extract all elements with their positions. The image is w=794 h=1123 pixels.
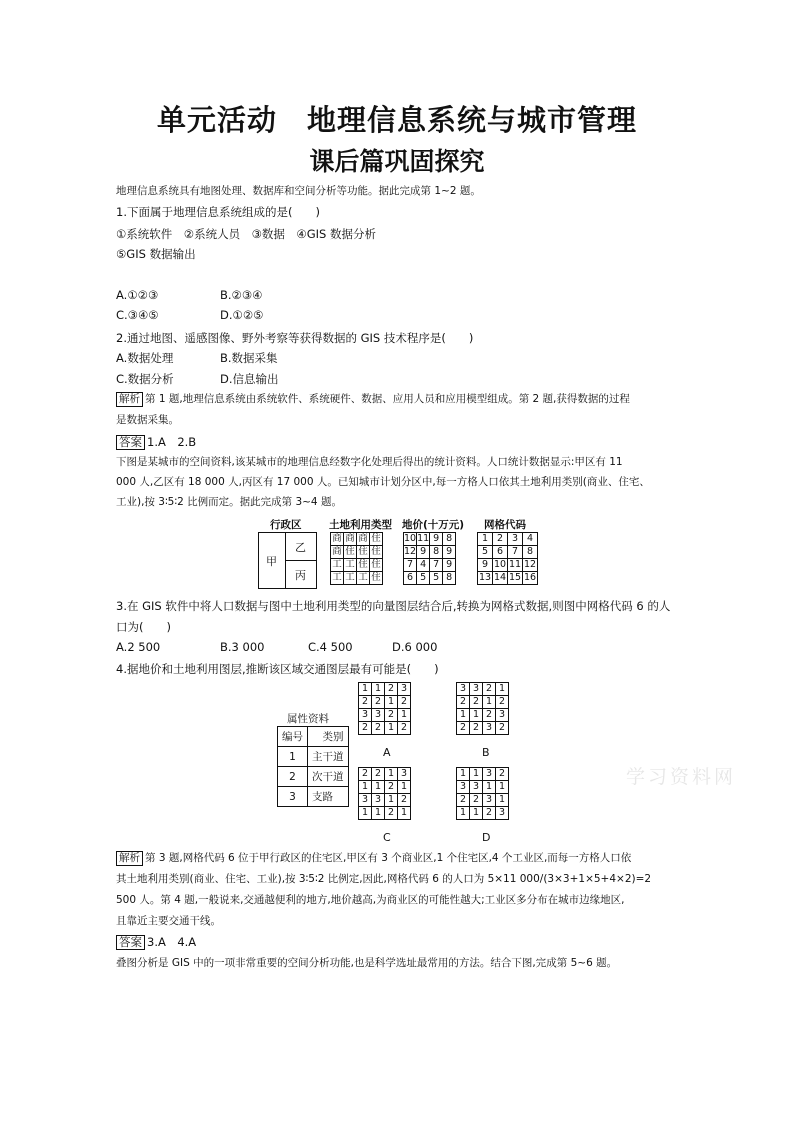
grid-row bbox=[478, 572, 538, 585]
grid-cell: 住 bbox=[371, 533, 381, 544]
grid-cell: 8 bbox=[430, 546, 443, 559]
intro-2-line-3: 工业),按 3∶5∶2 比例而定。据此完成第 3~4 题。 bbox=[116, 496, 342, 508]
grid-row bbox=[359, 696, 411, 709]
grid-cell: 2 bbox=[385, 807, 398, 820]
grid-cell: 2 bbox=[359, 768, 372, 781]
attr-row-type: 次干道 bbox=[308, 767, 349, 787]
q1-option-a: A.①②③ bbox=[116, 288, 159, 302]
grid-cell: 7 bbox=[508, 546, 523, 559]
grid-row bbox=[331, 559, 383, 572]
grid-cell: 2 bbox=[483, 683, 496, 696]
grid-cell: 2 bbox=[483, 807, 496, 820]
grid-cell: 工 bbox=[332, 572, 342, 583]
answer-text: 3.A 4.A bbox=[147, 935, 197, 949]
grid-cell: 5 bbox=[478, 546, 493, 559]
grid-cell: 1 bbox=[398, 781, 411, 794]
grid-cell: 1 bbox=[359, 683, 372, 696]
grid-cell: 2 bbox=[359, 722, 372, 735]
grid-cell: 3 bbox=[372, 709, 385, 722]
option-c-label: C bbox=[383, 831, 391, 844]
grid-row bbox=[457, 709, 509, 722]
grid-cell: 16 bbox=[523, 572, 537, 583]
q4-stem: 4.据地价和土地利用图层,推断该区域交通图层最有可能是( ) bbox=[116, 662, 439, 676]
answer-1 bbox=[116, 434, 196, 450]
grid-cell: 6 bbox=[493, 546, 508, 559]
analysis-text: 第 3 题,网格代码 6 位于甲行政区的住宅区,甲区有 3 个商业区,1 个住宅区,4 个工业区,而每一方格人口依 bbox=[145, 852, 632, 864]
q3-stem-line-2: 口为( ) bbox=[116, 620, 171, 634]
grid-cell: 2 bbox=[372, 768, 385, 781]
grid-cell: 6 bbox=[404, 572, 417, 585]
option-d-label: D bbox=[482, 831, 491, 844]
region-yi: 乙 bbox=[295, 541, 306, 554]
grid-cell: 2 bbox=[385, 781, 398, 794]
analysis-2-line-2: 其土地利用类别(商业、住宅、工业),按 3∶5∶2 比例定,因此,网格代码 6 的人口为 5×11 000/(3×3+1×5+4×2)=2 bbox=[116, 873, 652, 885]
analysis-1-line-2: 是数据采集。 bbox=[116, 414, 179, 426]
grid-row bbox=[359, 781, 411, 794]
grid-cell: 2 bbox=[372, 722, 385, 735]
q2-option-b: B.数据采集 bbox=[220, 351, 278, 365]
option-c-grid bbox=[358, 767, 411, 820]
q3-option-c: C.4 500 bbox=[308, 640, 353, 654]
analysis-text: 第 1 题,地理信息系统由系统软件、系统硬件、数据、应用人员和应用模型组成。第 2 题,获得数据的过程 bbox=[145, 393, 630, 405]
option-d-grid bbox=[456, 767, 509, 820]
grid-cell: 4 bbox=[523, 533, 538, 546]
grid-cell: 2 bbox=[483, 709, 496, 722]
grid-cell: 住 bbox=[371, 559, 381, 570]
attr-row-id: 3 bbox=[278, 787, 308, 807]
grid-cell: 8 bbox=[523, 546, 538, 559]
grid-row bbox=[478, 546, 538, 559]
grid-row bbox=[457, 768, 509, 781]
admin-map bbox=[258, 532, 317, 589]
grid-cell: 2 bbox=[496, 722, 509, 735]
intro-2-line-1: 下图是某城市的空间资料,该某城市的地理信息经数字化处理后得出的统计资料。人口统计数据显示:甲区有 11 bbox=[116, 456, 623, 468]
analysis-tag: 解析 bbox=[116, 851, 143, 866]
grid-cell: 3 bbox=[483, 768, 496, 781]
option-b-grid bbox=[456, 682, 509, 735]
grid-cell: 1 bbox=[398, 709, 411, 722]
q2-stem: 2.通过地图、遥感图像、野外考察等获得数据的 GIS 技术程序是( ) bbox=[116, 331, 474, 345]
grid-cell: 1 bbox=[457, 768, 470, 781]
grid-cell: 1 bbox=[483, 781, 496, 794]
analysis-2-line-1 bbox=[116, 850, 631, 866]
q1-option-c: C.③④⑤ bbox=[116, 308, 159, 322]
grid-cell: 住 bbox=[358, 559, 368, 570]
grid-row bbox=[457, 807, 509, 820]
grid-code-grid bbox=[477, 532, 538, 585]
grid-cell: 1 bbox=[359, 781, 372, 794]
grid-cell: 工 bbox=[345, 559, 355, 570]
grid-cell: 2 bbox=[398, 696, 411, 709]
grid-cell: 2 bbox=[385, 683, 398, 696]
analysis-2-line-4: 且靠近主要交通干线。 bbox=[116, 915, 221, 927]
region-bing: 丙 bbox=[295, 569, 306, 582]
option-a-label: A bbox=[383, 746, 391, 759]
q3-option-d: D.6 000 bbox=[392, 640, 438, 654]
land-caption: 土地利用类型 bbox=[329, 519, 392, 531]
grid-cell: 3 bbox=[470, 683, 483, 696]
q1-option-d: D.①②⑤ bbox=[220, 308, 264, 322]
grid-row bbox=[331, 533, 383, 546]
watermark: 学习资料网 bbox=[626, 766, 737, 788]
grid-row bbox=[478, 533, 538, 546]
grid-cell: 2 bbox=[398, 794, 411, 807]
grid-cell: 3 bbox=[359, 709, 372, 722]
q1-items-2: ⑤GIS 数据输出 bbox=[116, 247, 196, 261]
grid-cell: 1 bbox=[372, 683, 385, 696]
grid-cell: 1 bbox=[496, 683, 509, 696]
grid-cell: 1 bbox=[385, 794, 398, 807]
attr-row-id: 2 bbox=[278, 767, 308, 787]
grid-cell: 1 bbox=[385, 768, 398, 781]
grid-cell: 住 bbox=[371, 546, 381, 557]
grid-cell: 住 bbox=[358, 546, 368, 557]
q3-option-b: B.3 000 bbox=[220, 640, 265, 654]
grid-cell: 9 bbox=[478, 559, 493, 572]
q2-option-c: C.数据分析 bbox=[116, 372, 174, 386]
grid-cell: 1 bbox=[359, 807, 372, 820]
grid-cell: 2 bbox=[457, 722, 470, 735]
grid-cell: 2 bbox=[359, 696, 372, 709]
intro-2-line-2: 000 人,乙区有 18 000 人,丙区有 17 000 人。已知城市计划分区中,每一方格人口依其土地利用类别(商业、住宅、 bbox=[116, 476, 650, 488]
analysis-2-line-3: 500 人。第 4 题,一般说来,交通越便利的地方,地价越高,为商业区的可能性越大;工业区多分布在城市边缘地区, bbox=[116, 894, 625, 906]
analysis-tag: 解析 bbox=[116, 392, 143, 407]
grid-cell: 2 bbox=[372, 696, 385, 709]
grid-row bbox=[359, 722, 411, 735]
grid-row bbox=[457, 722, 509, 735]
grid-cell: 2 bbox=[496, 696, 509, 709]
grid-cell: 1 bbox=[470, 807, 483, 820]
intro-3: 叠图分析是 GIS 中的一项非常重要的空间分析功能,也是科学选址最常用的方法。结合下图,完成第 5~6 题。 bbox=[116, 957, 618, 969]
grid-cell: 3 bbox=[372, 794, 385, 807]
grid-cell: 3 bbox=[398, 683, 411, 696]
grid-cell: 9 bbox=[443, 546, 456, 559]
grid-row bbox=[404, 546, 456, 559]
option-a-grid bbox=[358, 682, 411, 735]
grid-row bbox=[404, 533, 456, 546]
attr-row-type: 支路 bbox=[308, 787, 349, 807]
attr-head-type: 类别 bbox=[308, 727, 349, 747]
grid-cell: 商 bbox=[332, 546, 342, 557]
attr-table bbox=[277, 726, 349, 807]
attr-row-type: 主干道 bbox=[308, 747, 349, 767]
grid-cell: 3 bbox=[398, 768, 411, 781]
grid-cell: 1 bbox=[470, 768, 483, 781]
grid-cell: 3 bbox=[483, 794, 496, 807]
grid-cell: 8 bbox=[443, 533, 456, 546]
grid-cell: 2 bbox=[385, 709, 398, 722]
analysis-1-line-1 bbox=[116, 391, 630, 407]
grid-row bbox=[331, 546, 383, 559]
grid-cell: 住 bbox=[345, 546, 355, 557]
grid-cell: 9 bbox=[443, 559, 456, 572]
grid-row bbox=[359, 768, 411, 781]
grid-cell: 1 bbox=[457, 709, 470, 722]
q2-option-a: A.数据处理 bbox=[116, 351, 174, 365]
grid-cell: 2 bbox=[470, 696, 483, 709]
grid-cell: 10 bbox=[493, 559, 507, 570]
grid-cell: 3 bbox=[457, 781, 470, 794]
grid-cell: 15 bbox=[508, 572, 522, 583]
grid-cell: 1 bbox=[496, 781, 509, 794]
answer-2 bbox=[116, 934, 196, 950]
grid-cell: 3 bbox=[508, 533, 523, 546]
grid-cell: 3 bbox=[457, 683, 470, 696]
grid-cell: 7 bbox=[404, 559, 417, 572]
grid-cell: 7 bbox=[430, 559, 443, 572]
grid-cell: 12 bbox=[404, 546, 417, 557]
grid-cell: 10 bbox=[404, 533, 417, 544]
grid-cell: 2 bbox=[457, 696, 470, 709]
q1-stem: 1.下面属于地理信息系统组成的是( ) bbox=[116, 205, 320, 219]
grid-cell: 2 bbox=[470, 794, 483, 807]
attr-head-id: 编号 bbox=[278, 727, 308, 747]
grid-row bbox=[359, 683, 411, 696]
grid-row bbox=[404, 572, 456, 585]
grid-cell: 3 bbox=[496, 709, 509, 722]
answer-tag: 答案 bbox=[116, 935, 145, 950]
grid-cell: 工 bbox=[358, 572, 368, 583]
grid-cell: 2 bbox=[496, 768, 509, 781]
grid-cell: 1 bbox=[478, 533, 493, 546]
grid-cell: 1 bbox=[372, 781, 385, 794]
grid-cell: 1 bbox=[385, 696, 398, 709]
intro-1: 地理信息系统具有地图处理、数据库和空间分析等功能。据此完成第 1~2 题。 bbox=[116, 185, 481, 197]
land-use-grid bbox=[330, 532, 383, 585]
grid-cell: 1 bbox=[470, 709, 483, 722]
grid-cell: 1 bbox=[457, 807, 470, 820]
q2-option-d: D.信息输出 bbox=[220, 372, 279, 386]
grid-cell: 8 bbox=[443, 572, 456, 585]
grid-row bbox=[331, 572, 383, 585]
grid-cell: 5 bbox=[417, 572, 430, 585]
attr-title: 属性资料 bbox=[287, 713, 329, 725]
grid-cell: 2 bbox=[493, 533, 508, 546]
grid-cell: 商 bbox=[358, 533, 368, 544]
grid-row bbox=[457, 794, 509, 807]
grid-cell: 11 bbox=[417, 533, 430, 544]
grid-cell: 工 bbox=[345, 572, 355, 583]
grid-row bbox=[404, 559, 456, 572]
grid-cell: 9 bbox=[430, 533, 443, 546]
grid-cell: 1 bbox=[483, 696, 496, 709]
page-title: 单元活动 地理信息系统与城市管理 bbox=[156, 103, 637, 137]
grid-cell: 商 bbox=[332, 533, 342, 544]
grid-cell: 1 bbox=[496, 794, 509, 807]
grid-cell: 住 bbox=[371, 572, 381, 583]
attr-row-id: 1 bbox=[278, 747, 308, 767]
q3-stem-line-1: 3.在 GIS 软件中将人口数据与图中土地利用类型的向量图层结合后,转换为网格式数据,则图中网格代码 6 的人 bbox=[116, 599, 671, 613]
grid-row bbox=[457, 781, 509, 794]
grid-cell: 商 bbox=[345, 533, 355, 544]
option-b-label: B bbox=[482, 746, 490, 759]
grid-cell: 12 bbox=[523, 559, 537, 570]
grid-cell: 1 bbox=[372, 807, 385, 820]
page-subtitle: 课后篇巩固探究 bbox=[309, 147, 485, 176]
grid-cell: 3 bbox=[483, 722, 496, 735]
grid-row bbox=[478, 559, 538, 572]
grid-cell: 3 bbox=[496, 807, 509, 820]
admin-divider-horizontal bbox=[285, 560, 316, 561]
grid-cell: 1 bbox=[385, 722, 398, 735]
answer-text: 1.A 2.B bbox=[147, 435, 197, 449]
grid-cell: 工 bbox=[332, 559, 342, 570]
grid-row bbox=[359, 794, 411, 807]
grid-cell: 2 bbox=[470, 722, 483, 735]
admin-caption: 行政区 bbox=[270, 519, 302, 531]
grid-row bbox=[457, 683, 509, 696]
grid-cell: 11 bbox=[508, 559, 522, 570]
price-caption: 地价(十万元) bbox=[402, 519, 465, 531]
region-jia: 甲 bbox=[266, 555, 277, 568]
grid-cell: 9 bbox=[417, 546, 430, 559]
q3-option-a: A.2 500 bbox=[116, 640, 161, 654]
grid-cell: 5 bbox=[430, 572, 443, 585]
answer-tag: 答案 bbox=[116, 435, 145, 450]
grid-cell: 3 bbox=[359, 794, 372, 807]
q1-option-b: B.②③④ bbox=[220, 288, 263, 302]
grid-cell: 2 bbox=[457, 794, 470, 807]
code-caption: 网格代码 bbox=[484, 519, 526, 531]
grid-cell: 3 bbox=[470, 781, 483, 794]
grid-cell: 13 bbox=[478, 572, 492, 583]
grid-cell: 14 bbox=[493, 572, 507, 583]
grid-cell: 1 bbox=[398, 807, 411, 820]
grid-cell: 2 bbox=[398, 722, 411, 735]
grid-row bbox=[457, 696, 509, 709]
grid-row bbox=[359, 709, 411, 722]
grid-row bbox=[359, 807, 411, 820]
land-price-grid bbox=[403, 532, 456, 585]
grid-cell: 4 bbox=[417, 559, 430, 572]
q1-items-1: ①系统软件 ②系统人员 ③数据 ④GIS 数据分析 bbox=[116, 227, 376, 241]
